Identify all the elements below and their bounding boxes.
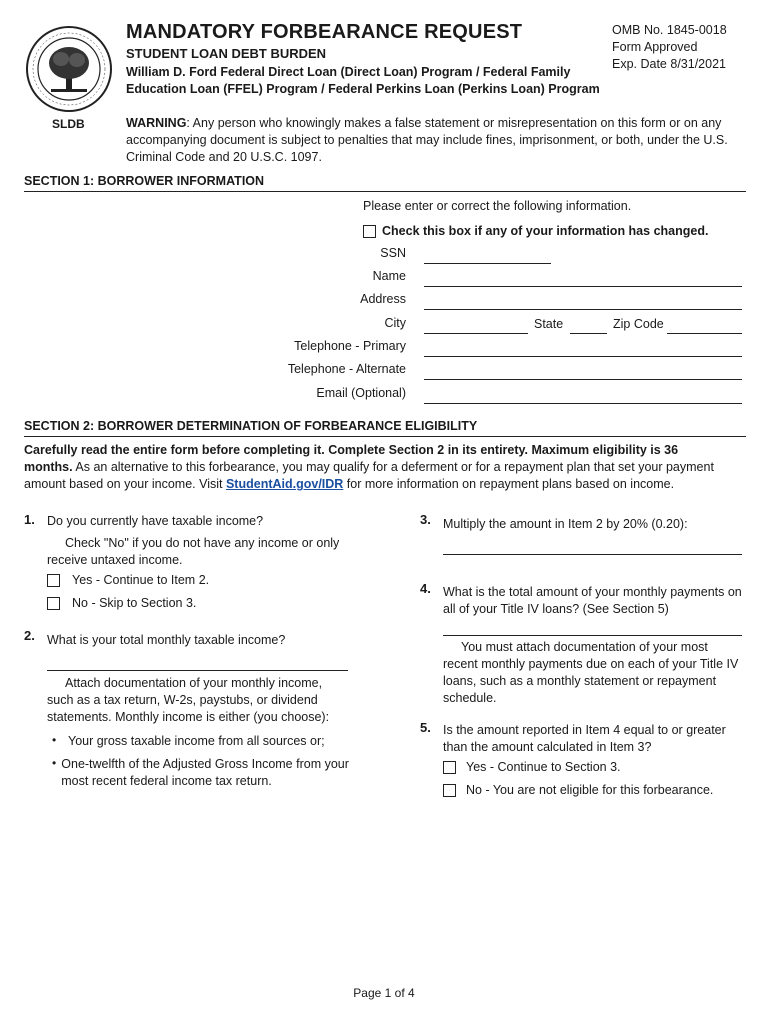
form-subtitle: STUDENT LOAN DEBT BURDEN	[126, 46, 327, 61]
item-3-question: Multiply the amount in Item 2 by 20% (0.20):	[443, 517, 688, 531]
item-4-question: What is the total amount of your monthly payments on all of your Title IV loans? (See Section 5)	[443, 585, 742, 616]
info-changed-label: Check this box if any of your information has changed.	[382, 224, 709, 238]
item-2-income-field[interactable]	[47, 670, 348, 671]
bullet-icon: •	[52, 733, 57, 747]
form-code: SLDB	[52, 117, 85, 131]
expiration-date: Exp. Date 8/31/2021	[612, 57, 726, 71]
section-1-instruction: Please enter or correct the following information.	[363, 199, 632, 213]
item-1-yes-row	[47, 572, 209, 589]
omb-number: OMB No. 1845-0018	[612, 23, 727, 37]
section-2-intro	[24, 442, 724, 493]
address-field[interactable]	[424, 309, 742, 310]
email-field[interactable]	[424, 403, 742, 404]
item-2-note: Attach documentation of your monthly income, such as a tax return, W-2s, paystubs, or dividend statements. Monthly income is either (you choose):	[47, 676, 330, 724]
item-2-bullet-1-text: Your gross taxable income from all sources or;	[68, 734, 325, 748]
item-1-number: 1.	[24, 512, 35, 527]
item-1-note: Check "No" if you do not have any income or only receive untaxed income.	[47, 536, 340, 567]
telephone-alternate-label: Telephone - Alternate	[287, 362, 406, 376]
zip-field[interactable]	[667, 333, 742, 334]
item-5-yes-label: Yes - Continue to Section 3.	[466, 760, 621, 774]
section-2-heading: SECTION 2: BORROWER DETERMINATION OF FORBEARANCE ELIGIBILITY	[24, 419, 746, 437]
item-1-yes-label: Yes - Continue to Item 2.	[72, 573, 210, 587]
section-2-intro-text: As an alternative to this forbearance, you may qualify for a deferment or for a repayment plan that set your payment amount based on your income. Visit	[24, 460, 714, 491]
item-5-yes-row	[443, 759, 621, 776]
item-5-no-row	[443, 782, 713, 799]
item-5-no-label: No - You are not eligible for this forbearance.	[466, 783, 714, 797]
state-label: State	[534, 317, 564, 331]
state-field[interactable]	[570, 333, 607, 334]
info-changed-checkbox[interactable]	[363, 225, 376, 238]
item-2-bullet-2	[52, 756, 352, 790]
zip-label: Zip Code	[613, 317, 664, 331]
item-1-yes-checkbox[interactable]	[47, 574, 60, 587]
warning-label: WARNING	[126, 116, 187, 130]
program-names: William D. Ford Federal Direct Loan (Direct Loan) Program / Federal Family Education Loan (FFEL) Program / Federal Perkins Loan (Perkins Loan) Program	[126, 65, 600, 96]
item-5-no-checkbox[interactable]	[443, 784, 456, 797]
item-2-bullet-2-text: One-twelfth of the Adjusted Gross Income from your most recent federal income tax return.	[61, 757, 349, 788]
item-2-bullet-1	[52, 733, 352, 750]
form-title: MANDATORY FORBEARANCE REQUEST	[126, 21, 523, 43]
item-5-number: 5.	[420, 720, 431, 735]
item-3-number: 3.	[420, 512, 431, 527]
item-3-amount-field[interactable]	[443, 554, 742, 555]
item-5-question: Is the amount reported in Item 4 equal to or greater than the amount calculated in Item 3?	[443, 723, 726, 754]
ssn-label: SSN	[380, 246, 406, 260]
item-1-question: Do you currently have taxable income?	[47, 514, 264, 528]
section-2-intro-text-end: for more information on repayment plans based on income.	[343, 477, 675, 491]
item-4-amount-field[interactable]	[443, 635, 742, 636]
form-approved: Form Approved	[612, 40, 698, 54]
ssn-field[interactable]	[424, 263, 551, 264]
name-field[interactable]	[424, 286, 742, 287]
item-1-no-label: No - Skip to Section 3.	[72, 596, 197, 610]
info-changed-row	[363, 223, 708, 240]
telephone-alternate-field[interactable]	[424, 379, 742, 380]
section-2-intro-bold: Carefully read the entire form before completing it. Complete Section 2 in its entirety. Maximum eligibility is 36 months.	[24, 443, 679, 474]
department-of-education-seal	[25, 25, 113, 113]
item-4-note: You must attach documentation of your most recent monthly payments due on each of your Title IV loans, such as a monthly statement or repayment schedule.	[443, 640, 739, 705]
warning-text: : Any person who knowingly makes a false statement or misrepresentation on this form or on any accompanying document is subject to penalties that may include fines, imprisonment, or both, under the U.S. Criminal Code and 20 U.S.C. 1097.	[126, 116, 728, 164]
section-1-heading: SECTION 1: BORROWER INFORMATION	[24, 174, 746, 192]
city-field[interactable]	[424, 333, 528, 334]
page-number: Page 1 of 4	[353, 986, 415, 1000]
warning-statement	[126, 115, 738, 166]
item-2-number: 2.	[24, 628, 35, 643]
address-label: Address	[360, 292, 406, 306]
item-2-question: What is your total monthly taxable income?	[47, 633, 286, 647]
item-4-number: 4.	[420, 581, 431, 596]
studentaid-idr-link[interactable]: StudentAid.gov/IDR	[225, 477, 344, 491]
email-label: Email (Optional)	[316, 386, 406, 400]
item-5-yes-checkbox[interactable]	[443, 761, 456, 774]
telephone-primary-label: Telephone - Primary	[294, 339, 406, 353]
city-label: City	[384, 316, 406, 330]
omb-info	[612, 22, 727, 73]
name-label: Name	[372, 269, 406, 283]
bullet-icon: •	[52, 756, 57, 770]
item-1-no-checkbox[interactable]	[47, 597, 60, 610]
telephone-primary-field[interactable]	[424, 356, 742, 357]
item-1-no-row	[47, 595, 196, 612]
